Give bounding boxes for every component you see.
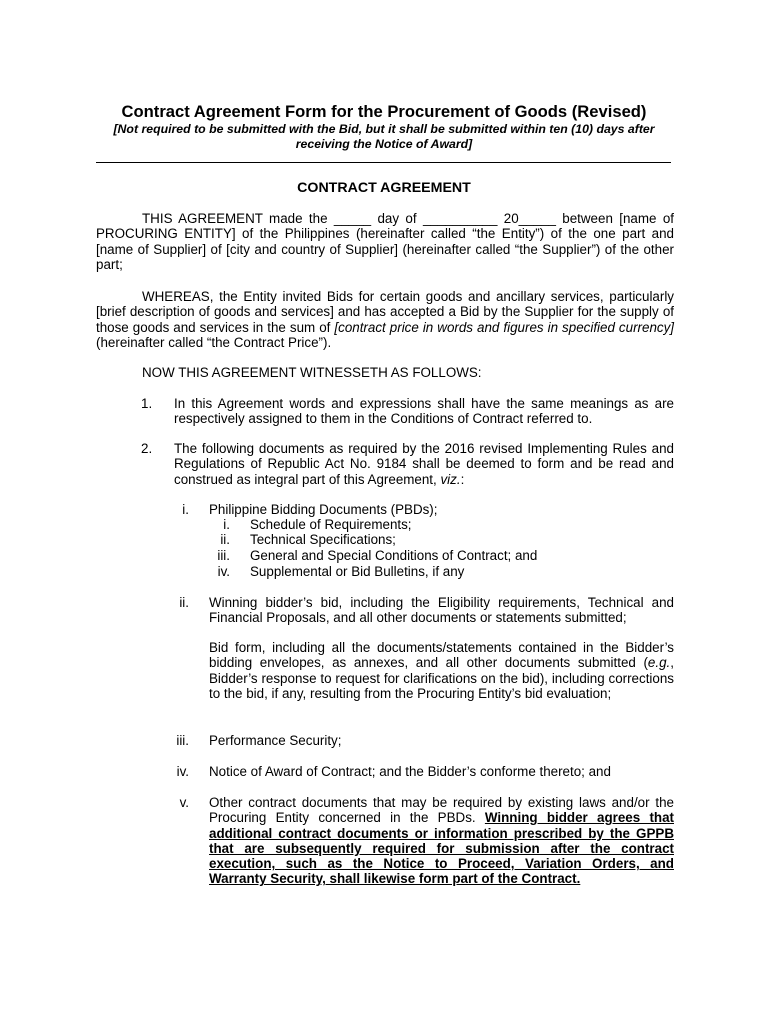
sub-i-number: i. (182, 502, 189, 517)
item-2-text (174, 441, 674, 487)
item-2-number: 2. (141, 441, 153, 456)
bid-form-eg: e.g. (647, 655, 671, 671)
witnesseth-text: NOW THIS AGREEMENT WITNESSETH AS FOLLOWS: (142, 365, 482, 380)
item-2-viz: viz. (440, 471, 461, 487)
witnesseth-paragraph (96, 365, 674, 380)
sub-iv-number: iv. (176, 764, 189, 779)
sub-ii-bid-form-paragraph (209, 640, 674, 701)
sub-i-item-text: Schedule of Requirements; (250, 517, 412, 532)
whereas-text-a: WHEREAS, the Entity invited Bids for certain goods and ancillary services, particularly [brief description of goods and services] and has accepted a Bid by the Supplier for the supply of those goods and services in the sum of (96, 289, 674, 335)
sub-v-text-bold: Winning bidder agrees that additional contract documents or information prescribed by the GPPB that are subsequently required for submission after the contract execution, such as the Notice to Proceed, Variation Orders, and Warranty Security, shall likewise form part of the Contract. (209, 810, 674, 887)
bid-form-text-a: Bid form, including all the documents/statements contained in the Bidder’s bidding envelopes, as annexes, and all other documents submitted ( (209, 640, 674, 671)
sub-i-text: Philippine Bidding Documents (PBDs); (209, 502, 438, 517)
whereas-text-italic: [contract price in words and figures in specified currency] (334, 319, 674, 335)
sub-iii-number: iii. (176, 733, 189, 748)
whereas-paragraph (96, 289, 674, 350)
item-1-text: In this Agreement words and expressions shall have the same meanings as are respectively assigned to them in the Conditions of Contract referred to. (174, 396, 674, 427)
sub-v-text-a: Other contract documents that may be required by existing laws and/or the Procuring Entity concerned in the PBDs. (209, 795, 674, 826)
sub-ii-text: Winning bidder’s bid, including the Eligibility requirements, Technical and Financial Proposals, and all other documents or statements submitted; (209, 595, 674, 626)
sub-i-item-text: Technical Specifications; (250, 532, 396, 547)
sub-v-number: v. (179, 795, 189, 810)
sub-ii-number: ii. (179, 595, 189, 610)
document-subtitle: [Not required to be submitted with the Bid, but it shall be submitted within ten (10) days after receiving the Notice of Award] (113, 122, 655, 151)
agreement-paragraph (96, 211, 674, 272)
sub-i-item-number: iv. (217, 564, 230, 579)
sub-i-item-number: ii. (220, 532, 230, 547)
sub-i-item-text: General and Special Conditions of Contract; and (250, 548, 538, 563)
separator-line (96, 162, 671, 163)
section-heading: CONTRACT AGREEMENT (297, 180, 471, 196)
bid-form-text-b: , Bidder’s response to request for clarifications on the bid), including corrections to the bid, if any, resulting from the Procuring Entity’s bid evaluation; (209, 655, 674, 701)
sub-iv-text: Notice of Award of Contract; and the Bidder’s conforme thereto; and (209, 764, 611, 779)
sub-i-item-number: iii. (217, 548, 230, 563)
sub-i-item-number: i. (223, 517, 230, 532)
item-2-text-a: The following documents as required by the 2016 revised Implementing Rules and Regulations of Republic Act No. 9184 shall be deemed to form and be read and construed as integral part of this Agreement, (174, 441, 674, 487)
sub-i-item-text: Supplemental or Bid Bulletins, if any (250, 564, 465, 579)
sub-iii-text: Performance Security; (209, 733, 342, 748)
document-title: Contract Agreement Form for the Procurement of Goods (Revised) (121, 102, 647, 121)
whereas-text-b: (hereinafter called “the Contract Price”). (96, 334, 332, 350)
item-1-number: 1. (141, 396, 153, 411)
item-2-text-b: : (460, 471, 465, 487)
agreement-text: THIS AGREEMENT made the _____ day of __________ 20_____ between [name of PROCURING ENTITY] of the Philippines (hereinafter called “the Entity”) of the one part and [name of Supplier] of [city and country of Supplier] (hereinafter called “the Supplier”) of the other part; (96, 211, 674, 272)
sub-v-text (209, 795, 674, 887)
